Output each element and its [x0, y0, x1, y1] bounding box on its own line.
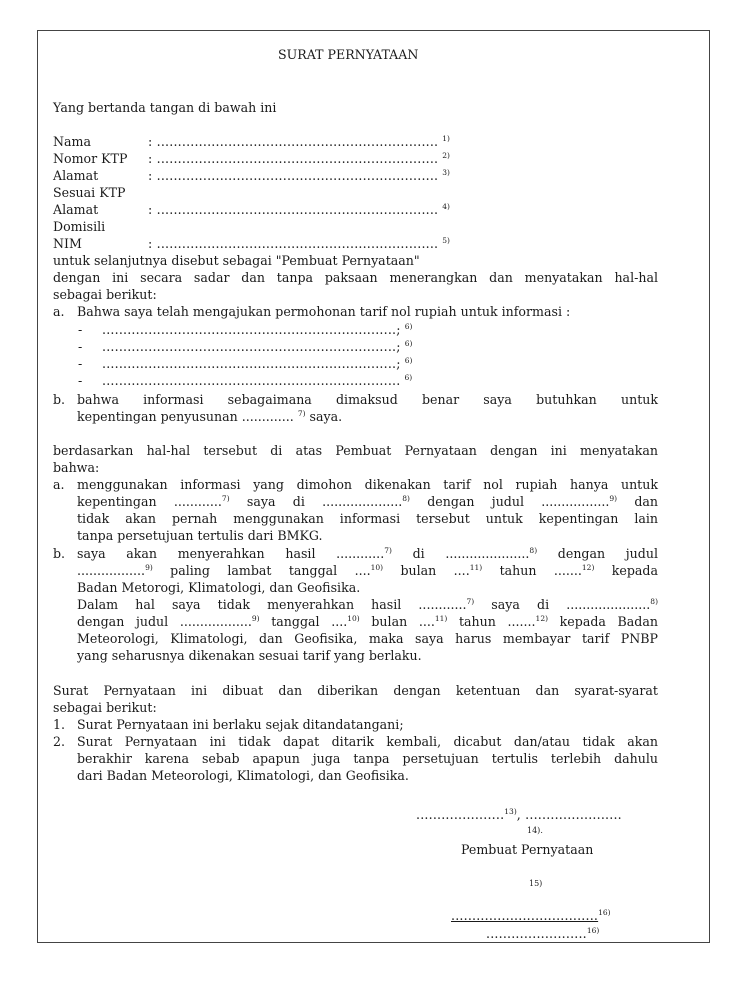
field-value-nama: : ................................................................... $^{1)}$ — [148, 133, 450, 149]
para3-line-2: sebagai berikut: — [53, 700, 157, 715]
para2-line-2: bahwa: — [53, 460, 100, 475]
footnote-ref: 9) — [145, 562, 153, 572]
bullet-line: ......................................................................; $^{6)}$ — [102, 355, 413, 371]
footnote-ref: 9) — [251, 613, 260, 623]
signature-date-ref: 14). — [527, 826, 543, 835]
para2-line-1: berdasarkan hal-hal tersebut di atas Pembuat Pernyataan dengan ini menyatakan — [53, 443, 658, 458]
para2-b-line-1: saya akan menyerahkan hasil ............$^{7)}$ di .....................$^{8)}$ dengan judul — [77, 545, 658, 561]
para3-line-1: Surat Pernyataan ini dibuat dan diberikan dengan ketentuan dan syarat-syarat — [53, 683, 658, 698]
para2-a-marker: a. — [53, 477, 65, 492]
field-label-ktp: Nomor KTP — [53, 151, 128, 166]
para2-a-line-4: tanpa persetujuan tertulis dari BMKG. — [77, 528, 323, 543]
signature-label: Pembuat Pernyataan — [461, 842, 594, 857]
para2-a-line-2: kepentingan ............$^{7)}$ saya di ....................$^{8)}$ dengan judul .................$^{9)}$ dan — [77, 493, 659, 509]
bullet-dash: - — [78, 356, 83, 371]
para2-a-line-3: tidak akan pernah menggunakan informasi tersebut untuk kepentingan lain — [77, 511, 658, 526]
field-label-nama: Nama — [53, 134, 91, 149]
field-label-nim: NIM — [53, 236, 82, 251]
field-value-nim: : ................................................................... $^{5)}$ — [148, 235, 450, 251]
para2-b-line-2: .................$^{9)}$ paling lambat tanggal ....$^{10)}$ bulan ....$^{11)}$ tahun .......$^{12)}$ kepada — [77, 562, 659, 578]
field-value-alamat-domisili: : ................................................................... $^{4)}$ — [148, 201, 450, 217]
after-fields-line-2: dengan ini secara sadar dan tanpa paksaan menerangkan dan menyatakan hal-hal — [53, 270, 658, 285]
footnote-ref: 8) — [529, 545, 538, 555]
bullet-dash: - — [78, 339, 83, 354]
signature-id-line: ........................$^{16)}$ — [486, 925, 600, 941]
term-line: berakhir karena sebab apapun juga tanpa persetujuan tertulis terlebih dahulu — [77, 751, 658, 766]
footnote-ref: 11) — [469, 562, 483, 572]
footnote-ref: 12) — [535, 613, 549, 623]
intro-text: Yang bertanda tangan di bawah ini — [53, 100, 277, 115]
term-line: Surat Pernyataan ini tidak dapat ditarik kembali, dicabut dan/atau tidak akan — [77, 734, 658, 749]
signature-place-date: .....................$^{13)}$, ....................... — [416, 806, 622, 822]
para2-b-line-5: dengan judul ..................$^{9)}$ tanggal ....$^{10)}$ bulan ....$^{11)}$ tahun .......$^{12)}$ kepada Badan — [77, 613, 658, 629]
footnote-ref: 9) — [609, 493, 618, 503]
bullet-line: ......................................................................; $^{6)}$ — [102, 321, 413, 337]
bullet-dash: - — [78, 322, 83, 337]
bullet-line: ....................................................................... $^{6)}$ — [102, 372, 413, 388]
para2-b-line-7: yang seharusnya dikenakan sesuai tarif yang berlaku. — [77, 648, 422, 663]
para2-a-line-1: menggunakan informasi yang dimohon dikenakan tarif nol rupiah hanya untuk — [77, 477, 658, 492]
footnote-ref: 12) — [581, 562, 595, 572]
footnote-ref: 7) — [221, 493, 230, 503]
field-label-alamat-ktp-2: Sesuai KTP — [53, 185, 126, 200]
field-label-alamat-domisili-2: Domisili — [53, 219, 106, 234]
term-number: 1. — [53, 717, 66, 732]
para2-b-line-3: Badan Metorogi, Klimatologi, dan Geofisika. — [77, 580, 361, 595]
para2-b-line-6: Meteorologi, Klimatologi, dan Geofisika, maka saya harus membayar tarif PNBP — [77, 631, 658, 646]
section-a-marker: a. — [53, 304, 65, 319]
term-line: Surat Pernyataan ini berlaku sejak ditandatangani; — [77, 717, 404, 732]
para2-b-marker: b. — [53, 546, 66, 561]
para2-b-line-4: Dalam hal saya tidak menyerahkan hasil ............$^{7)}$ saya di .....................$^{8)}$ — [77, 596, 658, 612]
bullet-dash: - — [78, 373, 83, 388]
field-label-alamat-domisili: Alamat — [53, 202, 99, 217]
signature-name-line: ...................................$^{16)}$ — [451, 907, 611, 923]
section-a-text: Bahwa saya telah mengajukan permohonan tarif nol rupiah untuk informasi : — [77, 304, 571, 319]
footnote-ref: 8) — [402, 493, 410, 503]
after-fields-line-1: untuk selanjutnya disebut sebagai "Pembuat Pernyataan" — [53, 253, 420, 268]
footnote-ref: 7) — [384, 545, 392, 555]
section-b-line-1: bahwa informasi sebagaimana dimaksud benar saya butuhkan untuk — [77, 392, 658, 407]
signature-ref: 15) — [529, 879, 543, 888]
footnote-ref: 7) — [466, 596, 475, 606]
field-value-alamat-ktp: : ................................................................... $^{3)}$ — [148, 167, 450, 183]
after-fields-line-3: sebagai berikut: — [53, 287, 157, 302]
section-b-line-2: kepentingan penyusunan ............. $^{7)}$ saya. — [77, 408, 343, 424]
section-b-marker: b. — [53, 392, 66, 407]
document-title: SURAT PERNYATAAN — [278, 47, 419, 62]
footnote-ref: 11) — [434, 613, 448, 623]
field-label-alamat-ktp: Alamat — [53, 168, 99, 183]
field-value-ktp: : ................................................................... $^{2)}$ — [148, 150, 450, 166]
footnote-ref: 8) — [650, 596, 658, 606]
footnote-ref: 10) — [347, 613, 360, 623]
term-line: dari Badan Meteorologi, Klimatologi, dan Geofisika. — [77, 768, 409, 783]
bullet-line: ......................................................................; $^{6)}$ — [102, 338, 413, 354]
footnote-ref: 10) — [370, 562, 384, 572]
term-number: 2. — [53, 734, 66, 749]
